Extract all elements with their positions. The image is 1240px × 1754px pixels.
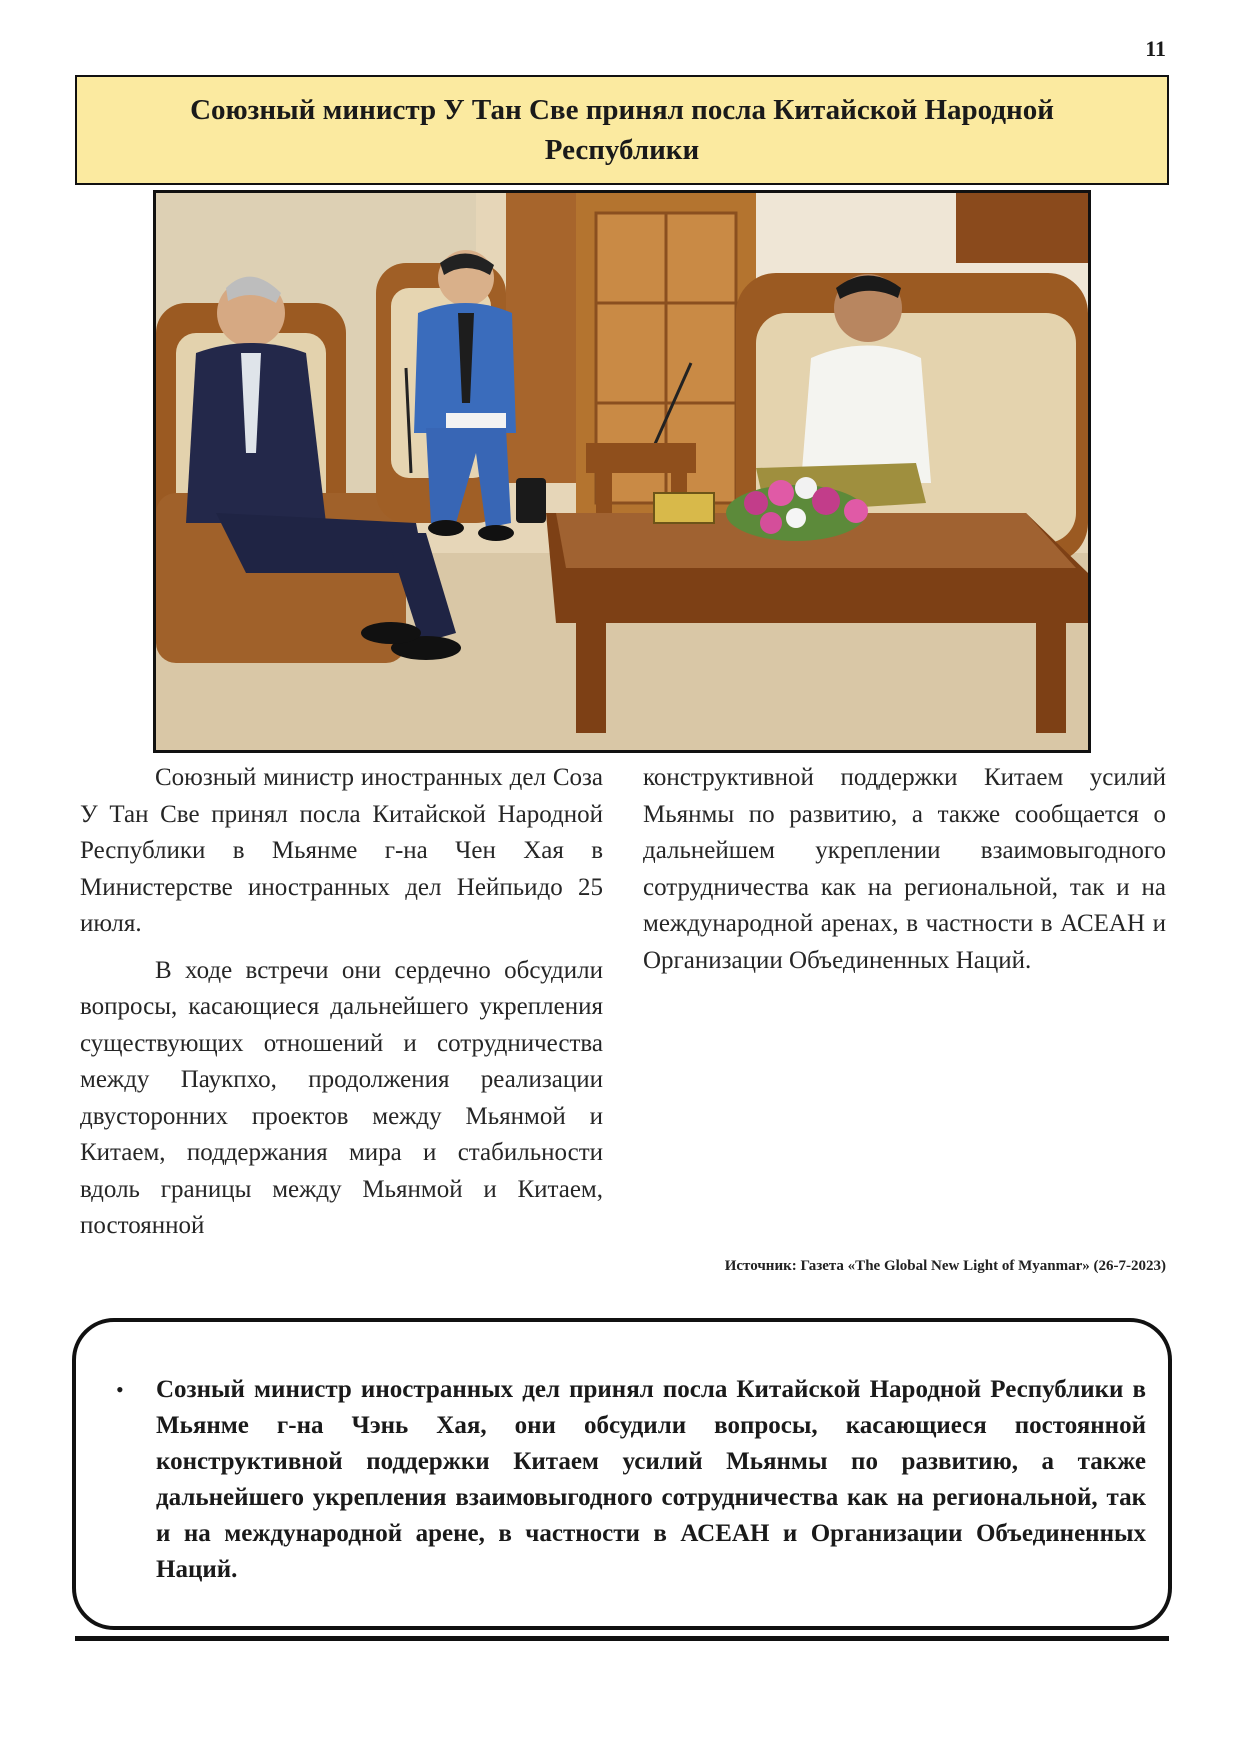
page-number: 11 — [1145, 36, 1166, 61]
bullet-icon: • — [116, 1377, 124, 1402]
article-paragraph: конструктивной поддержки Китаем усилий Мьянмы по развитию, а также сообщается о дальнейшем укреплении взаимовыгодного сотрудничества как на региональной, так и на международной аренах, в частности в АСЕАН и Организации Объединенных Наций. — [643, 764, 1166, 974]
article-paragraph: Союзный министр иностранных дел Соза У Тан Све принял посла Китайской Народной Республики в Мьянме г-на Чен Хая в Министерстве иностранных дел Нейпьидо 25 июля. — [80, 764, 603, 937]
article-source: Источник: Газета «The Global New Light of Myanmar» (26-7-2023) — [724, 1258, 1166, 1274]
summary-box — [72, 1318, 1172, 1630]
article-title: Союзный министр У Тан Све принял посла Китайской Народной Республики — [190, 94, 1054, 166]
article-body-left-column — [80, 760, 603, 1255]
article-body-right-column — [643, 760, 1166, 989]
meeting-photo — [153, 190, 1091, 753]
article-title-box — [75, 75, 1169, 185]
summary-list-item — [116, 1372, 1146, 1588]
meeting-photo-illustration — [156, 193, 1088, 750]
bottom-divider — [75, 1636, 1169, 1641]
summary-text: Созный министр иностранных дел принял посла Китайской Народной Республики в Мьянме г-на Чэнь Хая, они обсудили вопросы, касающиеся постоянной конструктивной поддержки Китаем усилий Мьянмы по развитию, а также дальнейшего укрепления взаимовыгодного сотрудничества как на региональной, так и на международной арене, в частности в АСЕАН и Организации Объединенных Наций. — [156, 1376, 1146, 1583]
article-paragraph: В ходе встречи они сердечно обсудили вопросы, касающиеся дальнейшего укрепления существующих отношений и сотрудничества между Паукпхо, продолжения реализации двусторонних проектов между Мьянмой и Китаем, поддержания мира и стабильности вдоль границы между Мьянмой и Китаем, постоянной — [80, 956, 603, 1239]
